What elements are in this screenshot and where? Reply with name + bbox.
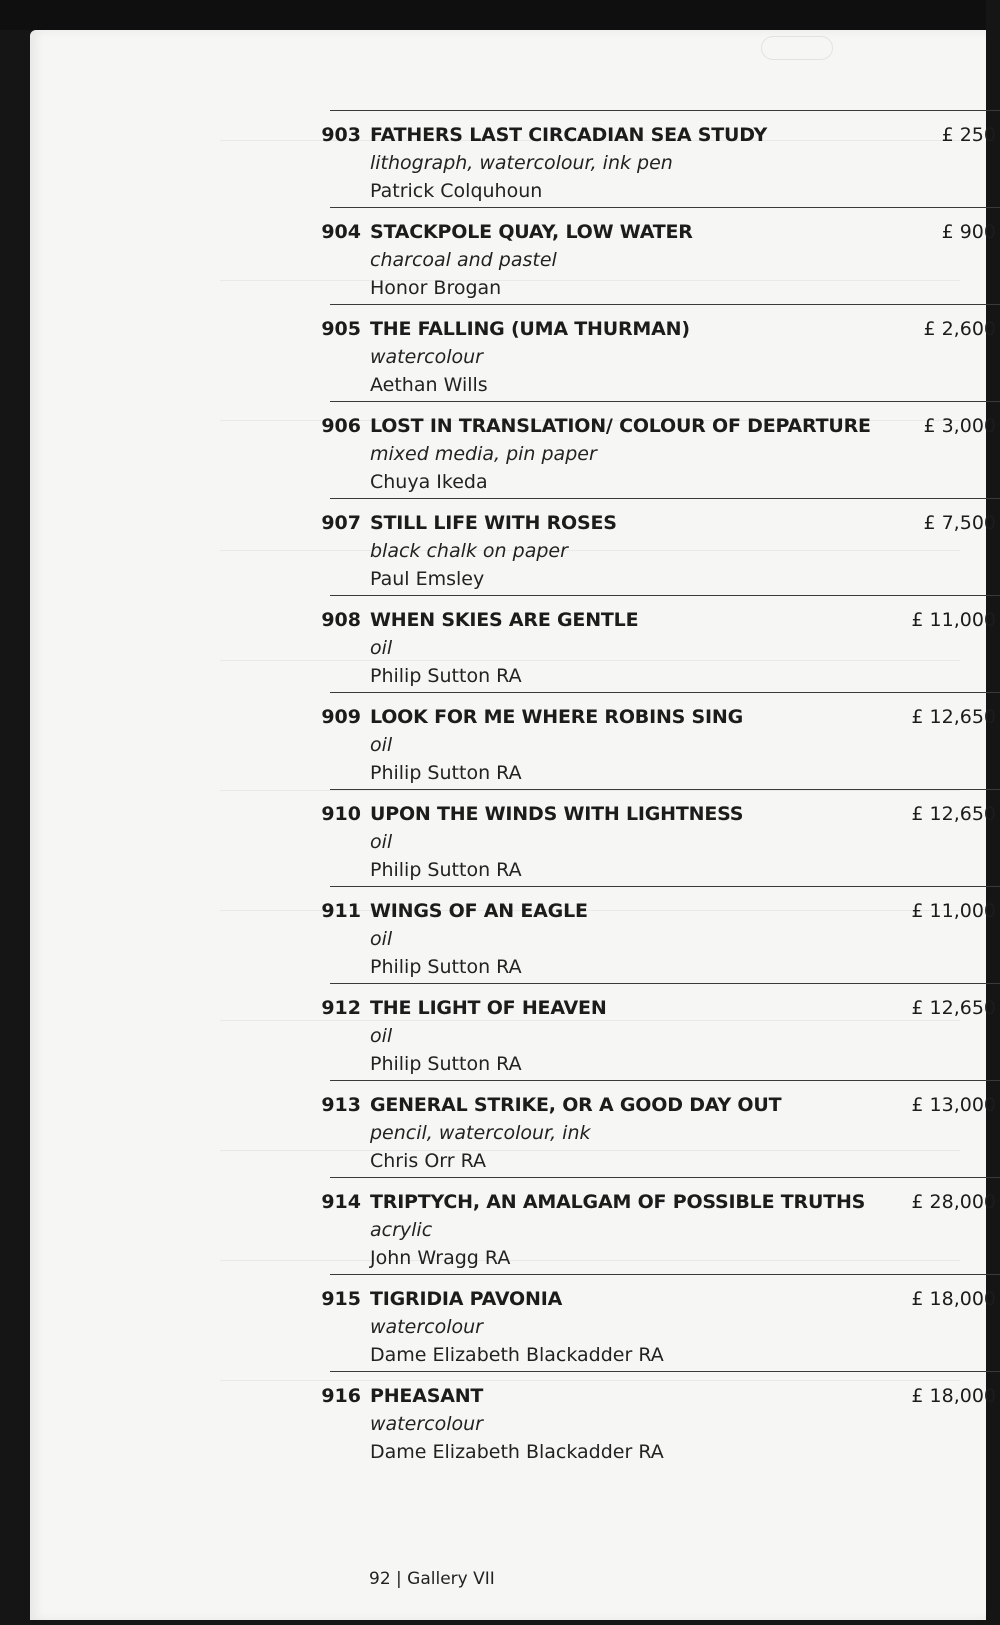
- lot-entry: [30, 692, 996, 789]
- lot-entry: [30, 789, 996, 886]
- artwork-title: THE FALLING (UMA THURMAN): [370, 318, 690, 340]
- artist-name: Philip Sutton RA: [370, 665, 522, 687]
- lot-entry: [30, 207, 996, 304]
- artwork-medium: oil: [370, 734, 393, 756]
- artwork-title: LOOK FOR ME WHERE ROBINS SING: [370, 706, 743, 728]
- artwork-medium: watercolour: [370, 1316, 483, 1338]
- artwork-price: £ 18,000: [911, 1385, 996, 1407]
- lot-entry: [30, 110, 996, 207]
- artwork-title: GENERAL STRIKE, OR A GOOD DAY OUT: [370, 1094, 782, 1116]
- entry-divider: [330, 498, 1000, 499]
- artwork-medium: mixed media, pin paper: [370, 443, 597, 465]
- artwork-title: FATHERS LAST CIRCADIAN SEA STUDY: [370, 124, 768, 146]
- lot-number: 904: [321, 221, 361, 243]
- lot-number: 912: [321, 997, 361, 1019]
- entry-divider: [330, 110, 1000, 111]
- entry-divider: [330, 983, 1000, 984]
- lot-entry: [30, 983, 996, 1080]
- artwork-medium: watercolour: [370, 346, 483, 368]
- artist-name: Philip Sutton RA: [370, 956, 522, 978]
- lot-number: 910: [321, 803, 361, 825]
- lot-number: 908: [321, 609, 361, 631]
- artist-name: Aethan Wills: [370, 374, 488, 396]
- artist-name: Dame Elizabeth Blackadder RA: [370, 1441, 664, 1463]
- artwork-price: £ 900: [941, 221, 996, 243]
- entry-divider: [330, 886, 1000, 887]
- artwork-medium: acrylic: [370, 1219, 433, 1241]
- artwork-price: £ 28,000: [911, 1191, 996, 1213]
- lot-entry: [30, 1274, 996, 1371]
- entry-divider: [330, 789, 1000, 790]
- lot-entry: [30, 304, 996, 401]
- lot-number: 916: [321, 1385, 361, 1407]
- artist-name: Chris Orr RA: [370, 1150, 487, 1172]
- lot-number: 911: [321, 900, 361, 922]
- artwork-price: £ 12,650: [911, 706, 996, 728]
- artwork-title: UPON THE WINDS WITH LIGHTNESS: [370, 803, 744, 825]
- artist-name: Dame Elizabeth Blackadder RA: [370, 1344, 664, 1366]
- artwork-price: £ 11,000: [911, 900, 996, 922]
- artist-name: Philip Sutton RA: [370, 859, 522, 881]
- artist-name: Philip Sutton RA: [370, 762, 522, 784]
- lot-entry: [30, 1080, 996, 1177]
- artist-name: Honor Brogan: [370, 277, 502, 299]
- artwork-title: TRIPTYCH, AN AMALGAM OF POSSIBLE TRUTHS: [370, 1191, 866, 1213]
- artwork-price: £ 7,500: [923, 512, 996, 534]
- entry-divider: [330, 1177, 1000, 1178]
- lot-entry: [30, 595, 996, 692]
- entry-divider: [330, 1274, 1000, 1275]
- paper-stain-mark: [761, 36, 833, 60]
- lot-number: 909: [321, 706, 361, 728]
- artwork-title: WINGS OF AN EAGLE: [370, 900, 588, 922]
- artist-name: Chuya Ikeda: [370, 471, 488, 493]
- artist-name: Patrick Colquhoun: [370, 180, 543, 202]
- entry-divider: [330, 595, 1000, 596]
- catalogue-page: [30, 30, 996, 1620]
- entry-divider: [330, 1080, 1000, 1081]
- lot-number: 913: [321, 1094, 361, 1116]
- artwork-medium: black chalk on paper: [370, 540, 568, 562]
- artwork-medium: lithograph, watercolour, ink pen: [370, 152, 673, 174]
- artwork-medium: charcoal and pastel: [370, 249, 557, 271]
- artwork-price: £ 12,650: [911, 803, 996, 825]
- scan-background-top: [0, 0, 986, 30]
- lot-number: 914: [321, 1191, 361, 1213]
- artwork-price: £ 250: [941, 124, 996, 146]
- artwork-price: £ 18,000: [911, 1288, 996, 1310]
- lot-entry: [30, 1177, 996, 1274]
- lot-number: 915: [321, 1288, 361, 1310]
- lot-number: 907: [321, 512, 361, 534]
- artwork-price: £ 3,000: [923, 415, 996, 437]
- artwork-price: £ 2,600: [923, 318, 996, 340]
- artwork-title: THE LIGHT OF HEAVEN: [370, 997, 607, 1019]
- artwork-medium: oil: [370, 1025, 393, 1047]
- lot-entry: [30, 886, 996, 983]
- artwork-price: £ 11,000: [911, 609, 996, 631]
- artwork-medium: oil: [370, 928, 393, 950]
- artwork-title: STILL LIFE WITH ROSES: [370, 512, 617, 534]
- artwork-price: £ 12,650: [911, 997, 996, 1019]
- entry-divider: [330, 304, 1000, 305]
- lot-number: 903: [321, 124, 361, 146]
- artwork-title: PHEASANT: [370, 1385, 484, 1407]
- artwork-medium: pencil, watercolour, ink: [370, 1122, 591, 1144]
- artwork-medium: oil: [370, 831, 393, 853]
- artwork-title: STACKPOLE QUAY, LOW WATER: [370, 221, 693, 243]
- artwork-title: WHEN SKIES ARE GENTLE: [370, 609, 639, 631]
- artwork-price: £ 13,000: [911, 1094, 996, 1116]
- entry-divider: [330, 692, 1000, 693]
- artist-name: John Wragg RA: [370, 1247, 511, 1269]
- artwork-medium: watercolour: [370, 1413, 483, 1435]
- page-footer: 92 | Gallery VII: [369, 1569, 495, 1589]
- artist-name: Paul Emsley: [370, 568, 485, 590]
- entry-divider: [330, 401, 1000, 402]
- lot-entry: [30, 401, 996, 498]
- artwork-medium: oil: [370, 637, 393, 659]
- entry-divider: [330, 207, 1000, 208]
- lot-number: 906: [321, 415, 361, 437]
- lot-entry: [30, 1371, 996, 1468]
- artwork-title: LOST IN TRANSLATION/ COLOUR OF DEPARTURE: [370, 415, 871, 437]
- artwork-title: TIGRIDIA PAVONIA: [370, 1288, 563, 1310]
- lot-number: 905: [321, 318, 361, 340]
- artist-name: Philip Sutton RA: [370, 1053, 522, 1075]
- entry-divider: [330, 1371, 1000, 1372]
- lot-entry: [30, 498, 996, 595]
